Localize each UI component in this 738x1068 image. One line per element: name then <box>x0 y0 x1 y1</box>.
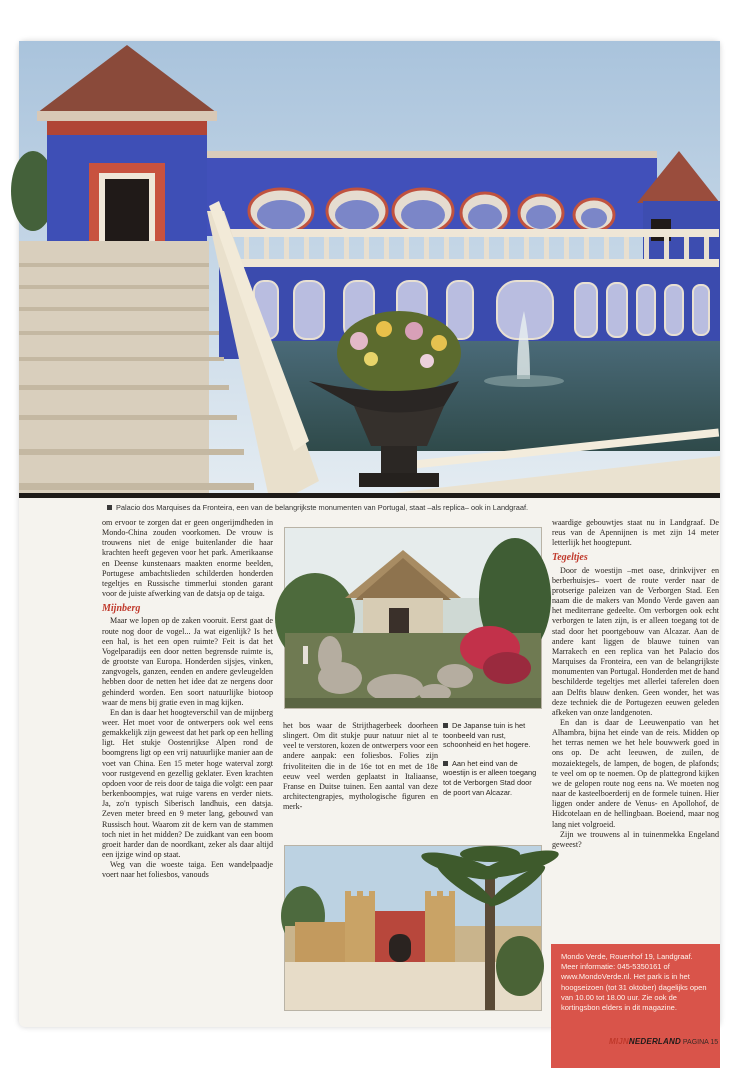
palace-photo <box>19 41 720 498</box>
column3-paragraph-2: En dan is daar de Leeuwenpatio van het Alhambra, bijna het einde van de reis. Midden op het terras nemen we het hele bouwwerk goed in ons op. De acht leeuwen, de zuilen, de mozaiektegels, de lampen, de bogen, de plafonds; te veel om op te noemen. Op de plattegrond kijken we de gelopen route nog eens na. We moeten nog naar de kasteelboerderij en de formele tuinen. Hier liggen onder andere de Venus- en Apollohof, de Hidcotelaan en de hellingbaan. Boeiend, maar nog lang niet volgroeid. <box>552 717 719 829</box>
alcazar-gate-photo <box>284 845 542 1011</box>
article-column-2 <box>283 721 438 812</box>
photo-captions <box>443 721 540 806</box>
column1-paragraph-2: En dan is daar het hoogteverschil van de mijnberg weer. Het moet voor de ontwerpers ook wel eens gemakkelijk zijn geweest dat het park op een helling ligt. Het stukje Oostenrijkse Alpen rond de boomgrens ligt op een vrij natuurlijke manier aan de voet van China. Een 15 meter hoge waterval zorgt voor rustgevend en gezellig geklater. Even krachten opdoen voor de reis door de taiga die volgt: een paar berkenboompjes, wat ruige varens en verder niets. Ja, zo'n typisch Siberisch landhuis, een datsja. Zeven meter breed en 9 meter lang, gebouwd van Russisch hout. Waarom zit de kern van de stammen toch niet in het midden? De zuidkant van een boom groeit harder dan de noordkant, zeker als daar altijd een ijzige wind op staat. <box>102 707 273 859</box>
info-box <box>551 944 720 1068</box>
japanese-garden-photo <box>284 527 542 709</box>
heading-mijnberg: Mijnberg <box>102 603 141 615</box>
column1-paragraph-3: Weg van die woeste taiga. Een wandelpaadje voert naar het foliesbos, vanouds <box>102 860 273 880</box>
hero-caption-text: Palacio dos Marquises da Fronteira, een van de belangrijkste monumenten van Portugal, staat –als replica– ook in Landgraaf. <box>116 503 529 512</box>
bullet-square-icon <box>107 505 112 510</box>
article-column-3 <box>552 518 719 850</box>
heading-tegeltjes: Tegeltjes <box>552 552 588 564</box>
bullet-square-icon <box>443 723 448 728</box>
hero-caption <box>107 503 707 512</box>
magazine-logo: MIJNNEDERLAND <box>609 1037 681 1046</box>
caption-japanese-garden: De Japanse tuin is het toonbeeld van rust, schoonheid en het hogere. <box>443 721 531 750</box>
column3-paragraph-3: Zijn we trouwens al in tuinenmekka Engeland geweest? <box>552 829 719 849</box>
column1-intro: om ervoor te zorgen dat er geen ongerijmdheden in Mondo-China zouden voorkomen. De vrouw is trouwens niet de enige buitenlander die haar krachten heeft gegeven voor het park. Amerikaanse en Deense kunstenaars maakten enorme beelden, Portugese ambachtslieden schilderden honderden tegeltjes en Russische timmerlui stonden garant voor de juiste afwerking van de datsja op de taiga. <box>102 518 273 599</box>
page-number: PAGINA 15 <box>682 1039 719 1046</box>
column3-paragraph-1: Door de woestijn –met oase, drinkvijver en berberhuisjes– voert de route verder naar de protserige paleizen van de Verborgen Stad. Een naam die de makers van Mondo Verde gaven aan het mediterrane gedeelte. Om verborgen ook echt verborgen te laten zijn, is er alleen toegang tot de stad door het poortgebouw van Alcazar. Aan de andere kant liggen de blauwe tuinen van Marrakech en een replica van het Palacio dos Marquises da Fronteira, een van de belangrijkste monumenten van Portugal. Honderden met de hand beschilderde tegeltjes met allerlei taferelen doen aan Delfts blauw denken. Geen wonder, het was deze techniek die de Portugezen eeuwen geleden afkeken van onze landgenoten. <box>552 565 720 717</box>
page-footer <box>609 1037 718 1046</box>
column2-paragraph-1: het bos waar de Strijthagerbeek doorheen slingert. Om dit stukje puur natuur niet al te veel te verstoren, kozen de ontwerpers voor een andere aanpak: een foliesbos. Folies zijn frivoliteiten die in de 16e tot en met de 18e eeuw veel werden geplaatst in Italiaanse, Franse en Duitse tuinen. Een aantal van deze architectengrapjes, mythologische figuren en merk- <box>283 721 438 812</box>
column1-paragraph-1: Maar we lopen op de zaken vooruit. Eerst gaat de route nog door de vogel... Ja wat eigenlijk? Is het een hal, is het een open ruimte? Feit is dat het Vogelparadijs een door netten begrensde ruimte is, de grootste van Europa. Honderden sijsjes, vinken, zangvogels, ganzen, eenden en andere gevleugelden hebben door de netten het idee dat ze nergens door gehinderd worden. Een soort natuurlijke biotoop waar de mens bij gratie even in mag kijken. <box>102 616 273 707</box>
article-column-1 <box>102 518 273 880</box>
info-box-text: Mondo Verde, Rouenhof 19, Landgraaf. Meer informatie: 045-5350161 of www.MondoVerde.nl. Het park is in het hoogseizoen (tot 31 oktober) dagelijks open van 10.00 tot 18.00 uur. Zie ook de kortingsbon elders in dit magazine. <box>561 952 707 1013</box>
column3-intro: waardige gebouwtjes staat nu in Landgraaf. De reus van de Apennijnen is met zijn 14 meter letterlijk het hoogtepunt. <box>552 518 719 548</box>
bullet-square-icon <box>443 761 448 766</box>
magazine-page <box>19 41 720 1046</box>
caption-hidden-city: Aan het eind van de woestijn is er alleen toegang tot de Verborgen Stad door de poort van Alcazar. <box>443 758 537 797</box>
